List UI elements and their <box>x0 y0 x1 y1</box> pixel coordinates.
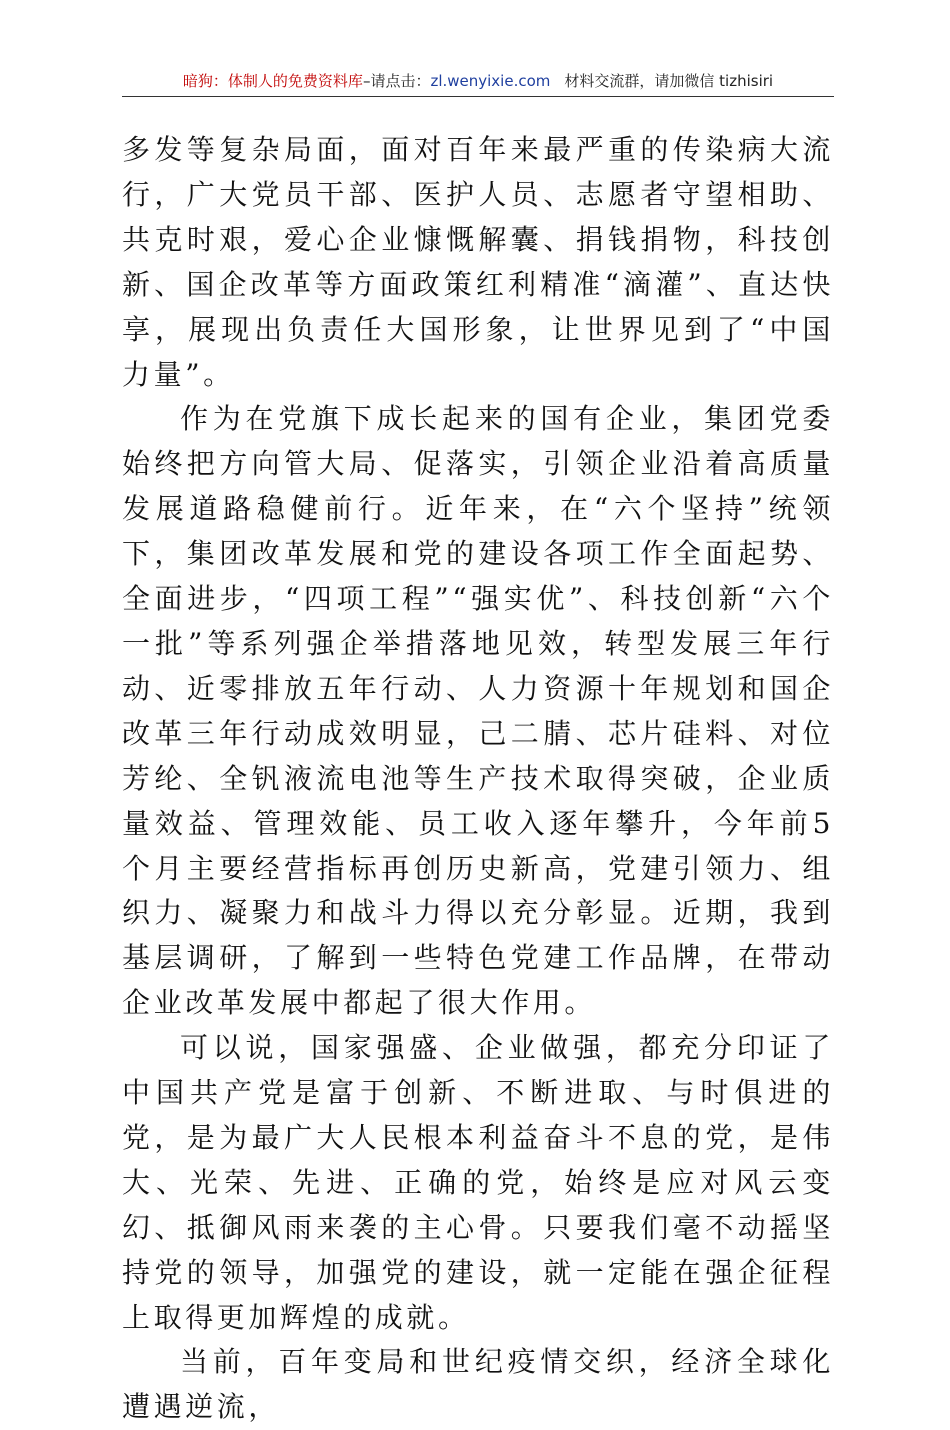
paragraph-continued: 多发等复杂局面，面对百年来最严重的传染病大流行，广大党员干部、医护人员、志愿者守望相助、共克时艰，爱心企业慷慨解囊、捐钱捐物，科技创新、国企改革等方面政策红利精准“滴灌”、直达快享，展现出负责任大国形象，让世界见到了“中国力量”。 <box>122 133 834 391</box>
paragraph: 当前，百年变局和世纪疫情交织，经济全球化遭遇逆流， <box>122 1345 834 1424</box>
header-contact: 材料交流群，请加微信 tizhisiri <box>564 72 774 90</box>
page-header <box>122 68 834 97</box>
paragraph: 可以说，国家强盛、企业做强，都充分印证了中国共产党是富于创新、不断进取、与时俱进的党，是为最广大人民根本利益奋斗不息的党，是伟大、光荣、先进、正确的党，始终是应对风云变幻、抵御风雨来袭的主心骨。只要我们毫不动摇坚持党的领导，加强党的建设，就一定能在强企征程上取得更加辉煌的成就。 <box>122 1031 834 1334</box>
header-link[interactable]: zl.wenyixie.com <box>430 72 551 90</box>
paragraph: 作为在党旗下成长起来的国有企业，集团党委始终把方向管大局、促落实，引领企业沿着高质量发展道路稳健前行。近年来，在“六个坚持”统领下，集团改革发展和党的建设各项工作全面起势、全面进步，“四项工程”“强实优”、科技创新“六个一批”等系列强企举措落地见效，转型发展三年行动、近零排放五年行动、人力资源十年规划和国企改革三年行动成效明显，己二腈、芯片硅料、对位芳纶、全钒液流电池等生产技术取得突破，企业质量效益、管理效能、员工收入逐年攀升，今年前5个月主要经营指标再创历史新高，党建引领力、组织力、凝聚力和战斗力得以充分彰显。近期，我到基层调研，了解到一些特色党建工作品牌，在带动企业改革发展中都起了很大作用。 <box>122 402 834 1020</box>
header-brand: 暗狗：体制人的免费资料库 <box>182 72 363 90</box>
header-separator: –请点击： <box>362 72 431 90</box>
document-body <box>122 128 834 1430</box>
